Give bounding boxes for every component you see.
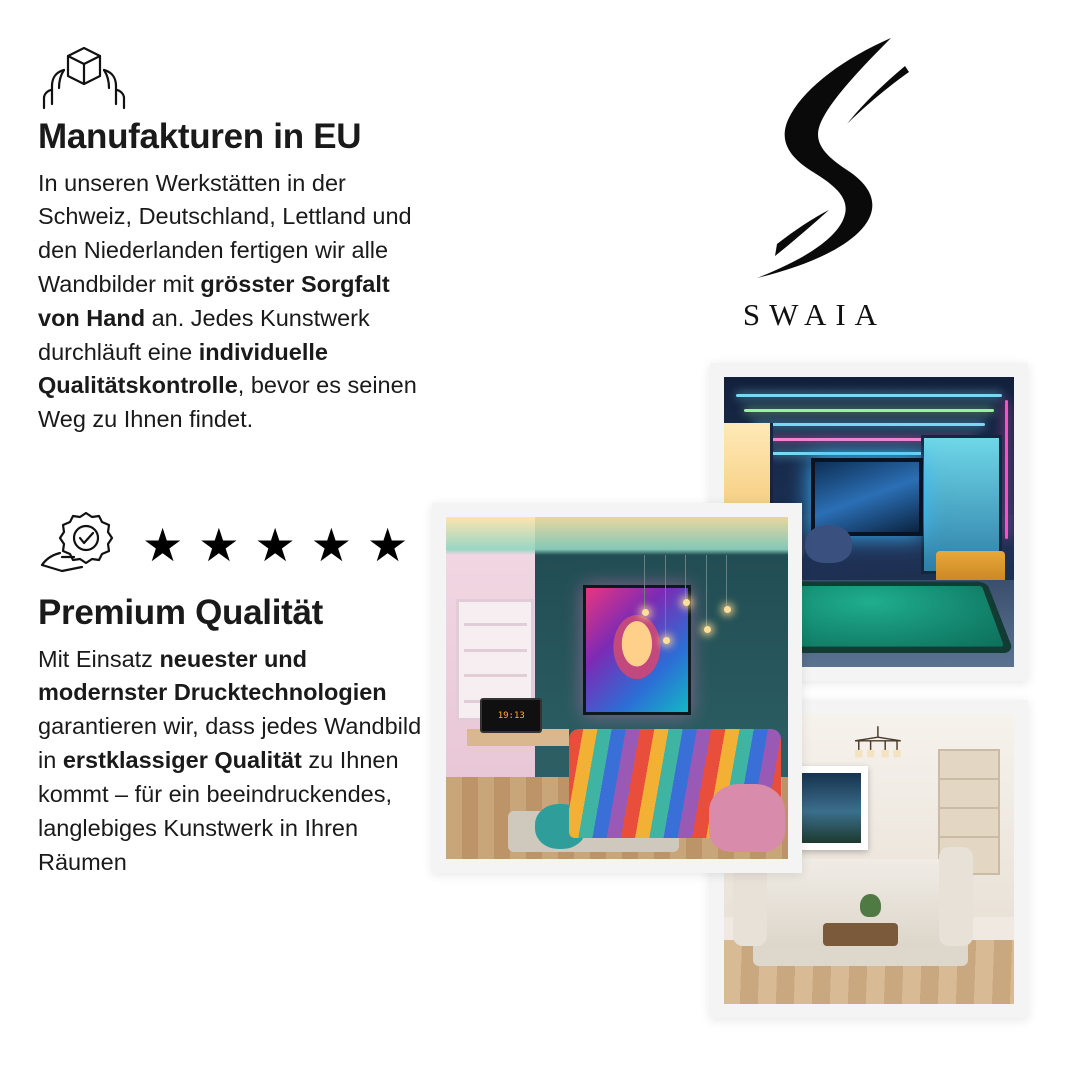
desk-clock-display: 19:13 — [480, 698, 542, 733]
section-quality — [38, 509, 438, 879]
teen-room-lion-artwork-photo — [432, 503, 802, 873]
star-icon: ★ — [198, 518, 240, 571]
section-title-quality: Premium Qualität — [38, 593, 323, 633]
section-body-quality: Mit Einsatz neuester und modernster Drucktechnologien garantieren wir, dass jedes Wandbild in erstklassiger Qualität zu Ihnen kommt – für ein beeindruckendes, langlebiges Kunstwerk in Ihren Räumen — [38, 645, 422, 875]
star-rating — [142, 518, 409, 571]
brand-logo — [660, 30, 960, 350]
brand-name: SWAIA — [742, 297, 887, 332]
hand-holding-quality-badge-icon — [38, 509, 124, 580]
star-icon: ★ — [367, 518, 409, 571]
star-icon: ★ — [142, 518, 184, 571]
rating-row — [38, 509, 438, 580]
star-icon: ★ — [254, 518, 296, 571]
section-body-manufacturing: In unseren Werkstätten in der Schweiz, Deutschland, Lettland und den Niederlanden fertigen wir alle Wandbilder mit grösster Sorgfalt von Hand an. Jedes Kunstwerk durchläuft eine individuelle Qualitätskontrolle, bevor es seinen Weg zu Ihnen findet. — [38, 169, 417, 433]
hands-holding-box-icon — [38, 40, 130, 112]
swaia-s-logo-icon — [695, 30, 925, 295]
left-content-column — [38, 40, 438, 879]
section-manufacturing — [38, 40, 438, 437]
section-title-manufacturing: Manufakturen in EU — [38, 117, 362, 156]
star-icon: ★ — [310, 518, 352, 571]
